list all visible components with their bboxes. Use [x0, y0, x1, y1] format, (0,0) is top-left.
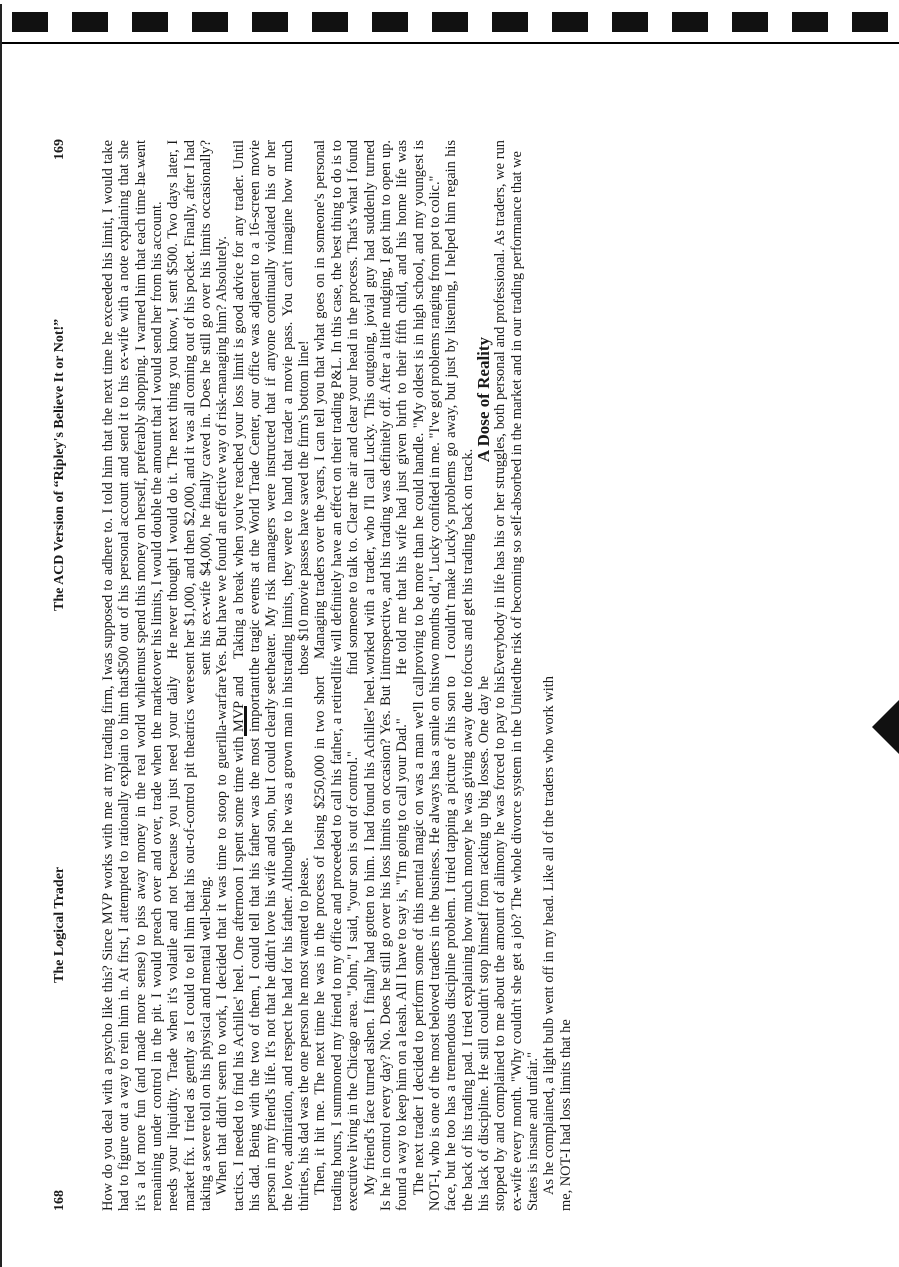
feed-hole	[612, 12, 648, 32]
paragraph: I couldn't make Lucky's problems go away, but just by listening, I helped him regain his focus and get his trading back on track.	[443, 140, 476, 675]
right-page-body	[100, 140, 525, 675]
feed-hole	[132, 12, 168, 32]
feed-hole	[312, 12, 348, 32]
feed-hole	[72, 12, 108, 32]
feed-hole	[372, 12, 408, 32]
section-heading: A Dose of Reality	[473, 336, 493, 463]
paragraph: Taking a break when you've reached your loss limit is good advice for any trader. Until the tragic events at the World Trade Center, our office was adjacent to a 16-screen movie theater. My risk managers were instructed that if anyone continually violated his or her trading limits, they were to hand that trader a movie pass. You can't imagine how much those $10 movie passes have saved the firm's bottom line!	[230, 140, 313, 675]
feed-hole	[252, 12, 288, 32]
paragraph: When that didn't seem to work, I decided that it was time to stoop to guerilla-warfare tactics. I needed to find his Achilles' heel. One afternoon I spent some time with MVP and his dad. Being with the two of them, I could tell that his father was the most important person in my friend's life. It's not that he didn't love his wife and son, but I could clearly see the love, admiration, and respect he had for his father. Although he was a grown man in his thirties, his dad was the one person he most wanted to please.	[214, 676, 313, 1211]
paragraph: As he complained, a light bulb went off in my head. Like all of the traders who work with me, NOT-I had loss limits that he	[541, 676, 574, 1211]
left-page-body	[100, 676, 574, 1211]
paragraph: He never thought I would do it. The next thing you know, I sent $500. Two days later, I sent her $1,000, and then $2,000, and it was all coming out of his pocket. Finally, after I had sent his ex-wife $4,000, he finally caved in. Does he still go over his limits occasionally? Yes. But have we found an effective way of risk-managing him? Absolutely.	[165, 140, 231, 675]
feed-hole	[12, 12, 48, 32]
feed-hole	[852, 12, 888, 32]
paragraph: My friend's face turned ashen. I finally had gotten to him. I had found his Achilles' heel. Is he in control every day? No. Does he still go over his loss limits on occasion? Yes. But I found a way to keep him on a leash. All I have to say is, "I'm going to call your Dad."	[361, 676, 411, 1211]
left-page-number: 168	[52, 1190, 67, 1211]
paragraph: Then, it hit me. The next time he was in the process of losing $250,000 in two short trading hours, I summoned my friend to my office and proceeded to call his father, a retired executive living in the Chicago area. "John," I said, "your son is out of control."	[312, 676, 362, 1211]
right-page-number: 169	[52, 139, 67, 160]
left-running-head: The Logical Trader	[52, 866, 67, 983]
paragraph: The next trader I decided to perform some of this mental magic on was a man we'll call NOT-I, who is one of the most beloved traders in the business. He always has a smile on his face, but he too has a tremendous discipline problem. I tried tapping a picture of his son to the back of his trading pad. I tried explaining how much money he was giving away due to his lack of discipline. He still couldn't stop himself from racking up big losses. One day he stopped by and complained to me about the amount of alimony he was forced to pay to his ex-wife every month. "Why couldn't she get a job? The whole divorce system in the United States is insane and unfair."	[410, 676, 541, 1211]
feed-hole	[732, 12, 768, 32]
feed-hole	[432, 12, 468, 32]
tractor-feed-strip	[0, 0, 899, 44]
feed-hole	[492, 12, 528, 32]
feed-hole	[552, 12, 588, 32]
book-spread	[0, 53, 899, 1263]
paragraph: How do you deal with a psycho like this? Since MVP works with me at my trading firm, I had to figure out a way to rein him in. At first, I attempted to rationally explain to him that it's a lot more fun (and made more sense) to piss away money in the real world while remaining under control in the pit. I would preach over and over, trade when the market needs your liquidity. Trade when it's volatile and not because you just need your daily market fix. I tried as gently as I could to tell him that his out-of-control pit theatrics were taking a severe toll on his physical and mental well-being.	[100, 676, 215, 1211]
feed-hole	[672, 12, 708, 32]
right-running-head: The ACD Version of “Ripley's Believe It or Not!”	[52, 318, 67, 611]
feed-hole	[192, 12, 228, 32]
paragraph: Everybody in life has his or her struggles, both personal and professional. As traders, we run the risk of becoming so self-absorbed in the market and in our trading performance that we	[492, 140, 525, 675]
paragraph: Managing traders over the years, I can tell you that what goes on in someone's personal life will definitely have an effect on their trading P&L. In this case, the best thing to do is to find someone to talk to. Clear the air and clear your head in the process. That's what I found worked with a trader, who I'll call Lucky. This outgoing, jovial guy had suddenly turned introspective, and his trading was definitely off. After a little nudging, I got him to open up. He told me that his wife had just given birth to their fifth child, and his home life was proving to be more than he could handle. "My oldest is in high school, and my youngest is two months old," Lucky confided in me. "I've got problems ranging from pot to colic."	[312, 140, 443, 675]
feed-hole	[792, 12, 828, 32]
paragraph: was supposed to adhere to. I told him that the next time he exceeded his limit, I would take $500 out of his personal account and send it to his ex-wife with a note explaining that she must spend this money on herself, preferably shopping. I warned him that each time he went over his limits, I would double the amount that I would send her from his account.	[100, 140, 166, 675]
